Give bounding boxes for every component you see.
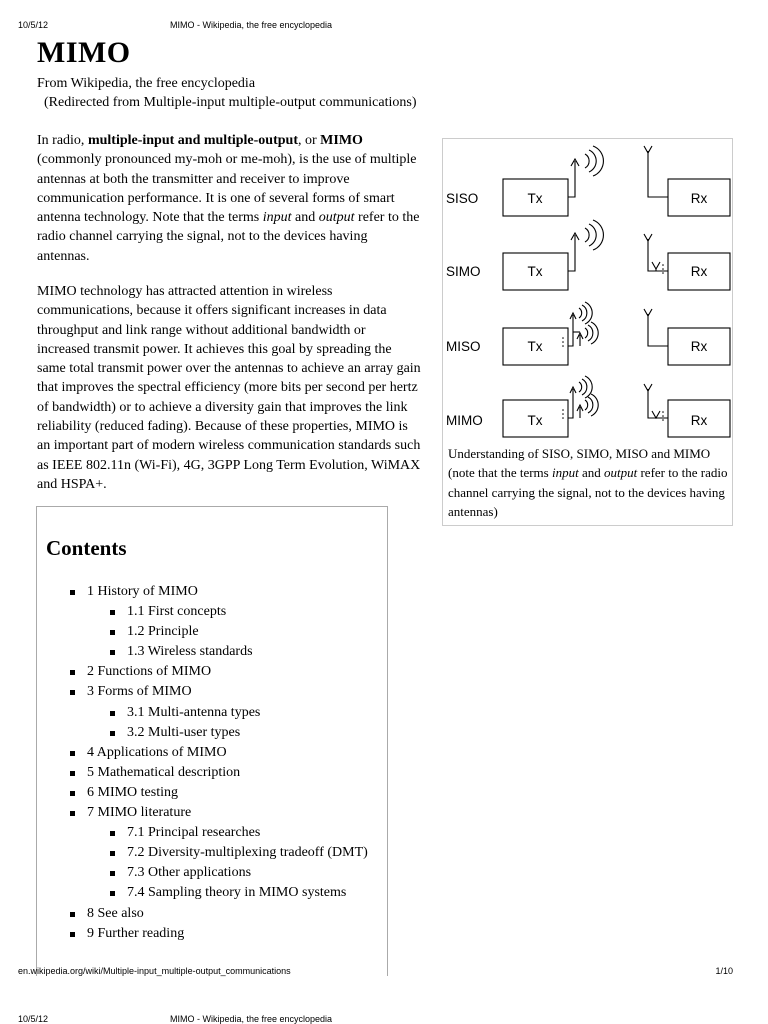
bullet-icon [70, 690, 75, 695]
bullet-icon [70, 791, 75, 796]
toc-title: Contents [46, 536, 127, 560]
bullet-icon [70, 751, 75, 756]
mimo-diagram [443, 139, 734, 439]
row-label: MIMO [446, 413, 483, 428]
toc-item[interactable]: 7.4 Sampling theory in MIMO systems [37, 883, 387, 903]
rx-label: Rx [690, 191, 708, 206]
bullet-icon [70, 670, 75, 675]
print-page-number: 1/10 [715, 966, 733, 976]
print-url: en.wikipedia.org/wiki/Multiple-input_multiple-output_communications [18, 966, 291, 976]
row-label: MISO [446, 339, 481, 354]
print-date-next: 10/5/12 [18, 1014, 49, 1024]
bullet-icon [110, 731, 115, 736]
toc-item[interactable]: 3 Forms of MIMO [37, 682, 387, 702]
toc-item[interactable]: 6 MIMO testing [37, 783, 387, 803]
toc-item[interactable]: 1 History of MIMO [37, 582, 387, 602]
bullet-icon [70, 590, 75, 595]
rx-label: Rx [690, 413, 708, 428]
print-date: 10/5/12 [18, 20, 49, 30]
bullet-icon [70, 811, 75, 816]
print-page-title-next: MIMO - Wikipedia, the free encyclopedia [170, 1014, 333, 1024]
toc-item[interactable]: 1.3 Wireless standards [37, 642, 387, 662]
toc-item[interactable]: 7.3 Other applications [37, 863, 387, 883]
rx-label: Rx [690, 264, 708, 279]
toc-item[interactable]: 3.2 Multi-user types [37, 723, 387, 743]
redirect-note: (Redirected from Multiple-input multiple-output communications) [44, 95, 417, 110]
rx-label: Rx [690, 339, 708, 354]
intro-paragraph: In radio, multiple-input and multiple-output, or MIMO (commonly pronounced my-moh or me-moh), is the use of multiple antennas at both the transmitter and receiver to improve communication performance. It is one of several forms of smart antenna technology. Note that the terms input and output refer to the radio channel carrying the signal, not to the devices having antennas. [37, 133, 420, 264]
bullet-icon [110, 871, 115, 876]
bullet-icon [110, 831, 115, 836]
bullet-icon [110, 610, 115, 615]
site-subtitle: From Wikipedia, the free encyclopedia [37, 76, 256, 91]
row-label: SIMO [446, 264, 481, 279]
toc-item[interactable]: 5 Mathematical description [37, 763, 387, 783]
toc-item[interactable]: 9 Further reading [37, 924, 387, 944]
term-mimo: MIMO [320, 133, 363, 148]
toc-item[interactable]: 7 MIMO literature [37, 803, 387, 823]
infobox [442, 138, 733, 526]
table-of-contents [36, 506, 388, 976]
bullet-icon [110, 711, 115, 716]
bullet-icon [110, 891, 115, 896]
toc-item[interactable]: 8 See also [37, 904, 387, 924]
toc-item[interactable]: 7.1 Principal researches [37, 823, 387, 843]
toc-item[interactable]: 1.1 First concepts [37, 602, 387, 622]
toc-item[interactable]: 7.2 Diversity-multiplexing tradeoff (DMT) [37, 843, 387, 863]
tx-label: Tx [527, 339, 543, 354]
toc-item[interactable]: 1.2 Principle [37, 622, 387, 642]
toc-item[interactable]: 3.1 Multi-antenna types [37, 703, 387, 723]
second-paragraph: MIMO technology has attracted attention in wireless communications, because it offers significant increases in data throughput and link range without additional bandwidth or increased transmit power. It achieves this goal by spreading the same total transmit power over the antennas to achieve an array gain that improves the spectral efficiency (more bits per second per hertz of bandwidth) or to achieve a diversity gain that improves the link reliability (reduced fading). Because of these properties, MIMO is an important part of modern wireless communication standards such as IEEE 802.11n (Wi-Fi), 4G, 3GPP Long Term Evolution, WiMAX and HSPA+. [37, 284, 421, 492]
infobox-caption: Understanding of SISO, SIMO, MISO and MIMO (note that the terms input and output refer to the radio channel carrying the signal, not to the devices having antennas) [448, 446, 728, 519]
bullet-icon [70, 771, 75, 776]
bullet-icon [110, 650, 115, 655]
bullet-icon [110, 630, 115, 635]
tx-label: Tx [527, 413, 543, 428]
print-page-title: MIMO - Wikipedia, the free encyclopedia [170, 20, 333, 30]
term-mimo-full: multiple-input and multiple-output [87, 133, 298, 148]
bullet-icon [70, 912, 75, 917]
toc-item[interactable]: 2 Functions of MIMO [37, 662, 387, 682]
toc-list [37, 582, 387, 944]
bullet-icon [70, 932, 75, 937]
toc-item[interactable]: 4 Applications of MIMO [37, 743, 387, 763]
tx-label: Tx [527, 191, 543, 206]
bullet-icon [110, 851, 115, 856]
page-title: MIMO [37, 36, 131, 69]
tx-label: Tx [527, 264, 543, 279]
row-label: SISO [446, 191, 479, 206]
